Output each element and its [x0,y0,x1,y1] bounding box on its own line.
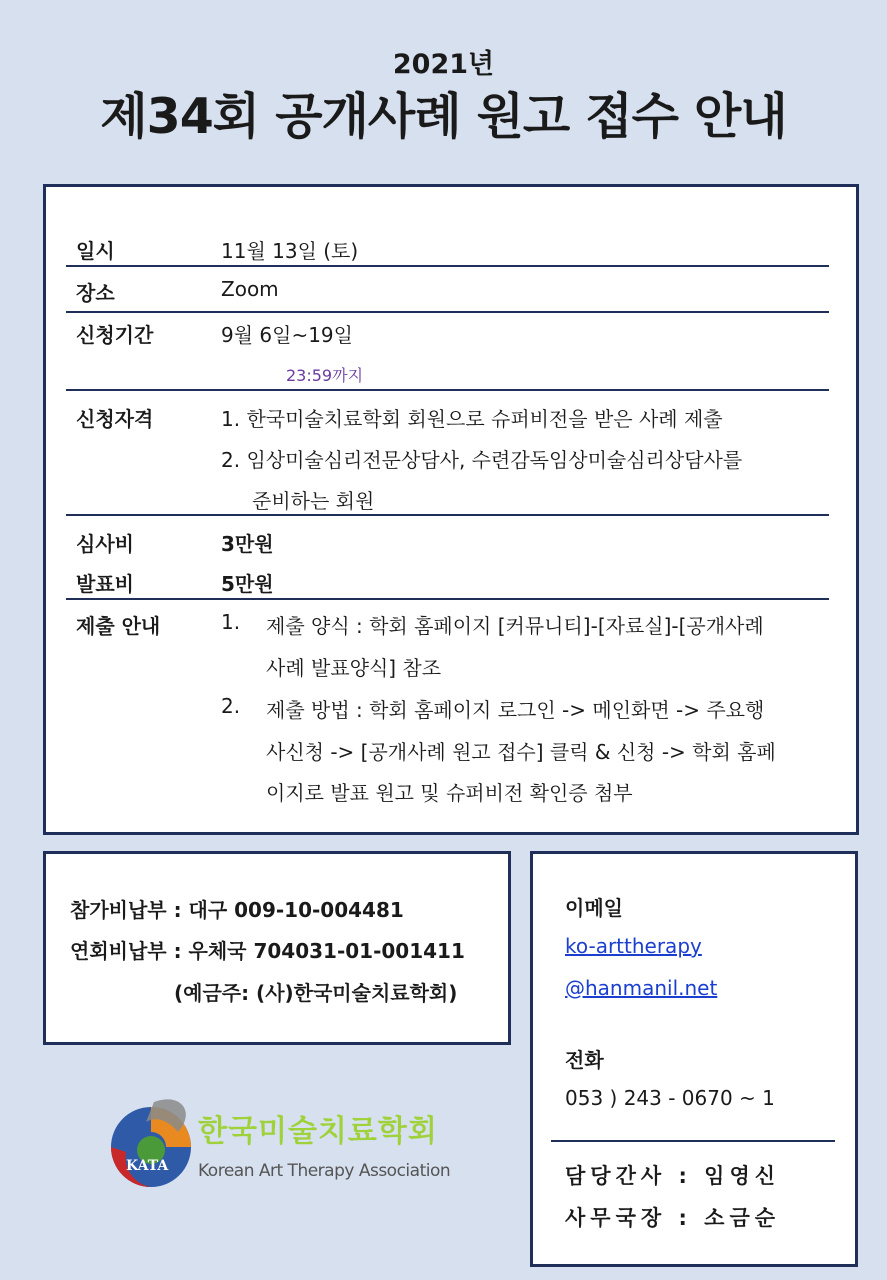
period-value: 9월 6일~19일 [221,323,353,347]
submission-item-1-line-2: 사례 발표양식] 참조 [266,656,442,680]
fees-row [66,516,829,600]
phone-label: 전화 [565,1048,604,1072]
phone-number: 053 ) 243 - 0670 ~ 1 [565,1086,775,1110]
submission-item-2-line-3: 이지로 발표 원고 및 슈퍼비전 확인증 첨부 [266,781,633,805]
review-fee-label: 심사비 [76,532,134,556]
place-row [66,267,829,313]
logo-abbreviation: KATA [126,1158,169,1174]
period-deadline-note: 23:59까지 [286,366,364,385]
contact-divider [551,1140,835,1142]
review-fee-value: 3만원 [221,532,274,556]
email-link-part-2[interactable]: @hanmanil.net [565,976,718,1000]
association-logo [106,1092,451,1192]
year-heading: 2021년 [392,49,495,80]
submission-row [66,600,829,810]
submission-item-1-number: 1. [221,610,241,634]
page-title: 제34회 공개사례 원고 접수 안내 [100,88,787,145]
presentation-fee-label: 발표비 [76,572,134,596]
date-label: 일시 [76,239,115,263]
membership-fee-account: 연회비납부 : 우체국 704031-01-001411 [70,939,465,963]
date-row [66,230,829,267]
period-label: 신청기간 [76,323,154,347]
logo-korean-name: 한국미술치료학회 [198,1114,438,1149]
presentation-fee-value: 5만원 [221,572,274,596]
payment-panel [43,851,511,1045]
place-value: Zoom [221,277,279,301]
date-value: 11월 13일 (토) [221,239,359,263]
submission-item-2-number: 2. [221,694,241,718]
eligibility-item-1: 1. 한국미술치료학회 회원으로 슈퍼비전을 받은 사례 제출 [221,407,723,431]
submission-item-2-line-1: 제출 방법 : 학회 홈페이지 로그인 -> 메인화면 -> 주요행 [266,698,765,722]
submission-item-2-line-2: 사신청 -> [공개사례 원고 접수] 클릭 & 신청 -> 학회 홈페 [266,740,776,764]
eligibility-item-2: 2. 임상미술심리전문상담사, 수련감독임상미술심리상담사를 [221,448,743,472]
email-link-part-1[interactable]: ko-arttherapy [565,934,702,958]
staff-secretary: 담당간사 : 임영신 [565,1164,781,1188]
participation-fee-account: 참가비납부 : 대구 009-10-004481 [70,898,404,922]
staff-director: 사무국장 : 소금순 [565,1206,781,1230]
submission-label: 제출 안내 [76,614,161,638]
place-label: 장소 [76,281,115,305]
email-label: 이메일 [565,896,623,920]
eligibility-item-2-cont: 준비하는 회원 [252,489,375,513]
account-holder: (예금주: (사)한국미술치료학회) [174,981,458,1005]
logo-english-name: Korean Art Therapy Association [198,1161,451,1181]
period-row [66,313,829,391]
eligibility-label: 신청자격 [76,407,154,431]
submission-item-1-line-1: 제출 양식 : 학회 홈페이지 [커뮤니티]-[자료실]-[공개사례 [266,614,764,638]
contact-panel [530,851,858,1267]
logo-emblem-icon [106,1092,201,1192]
eligibility-row [66,391,829,516]
